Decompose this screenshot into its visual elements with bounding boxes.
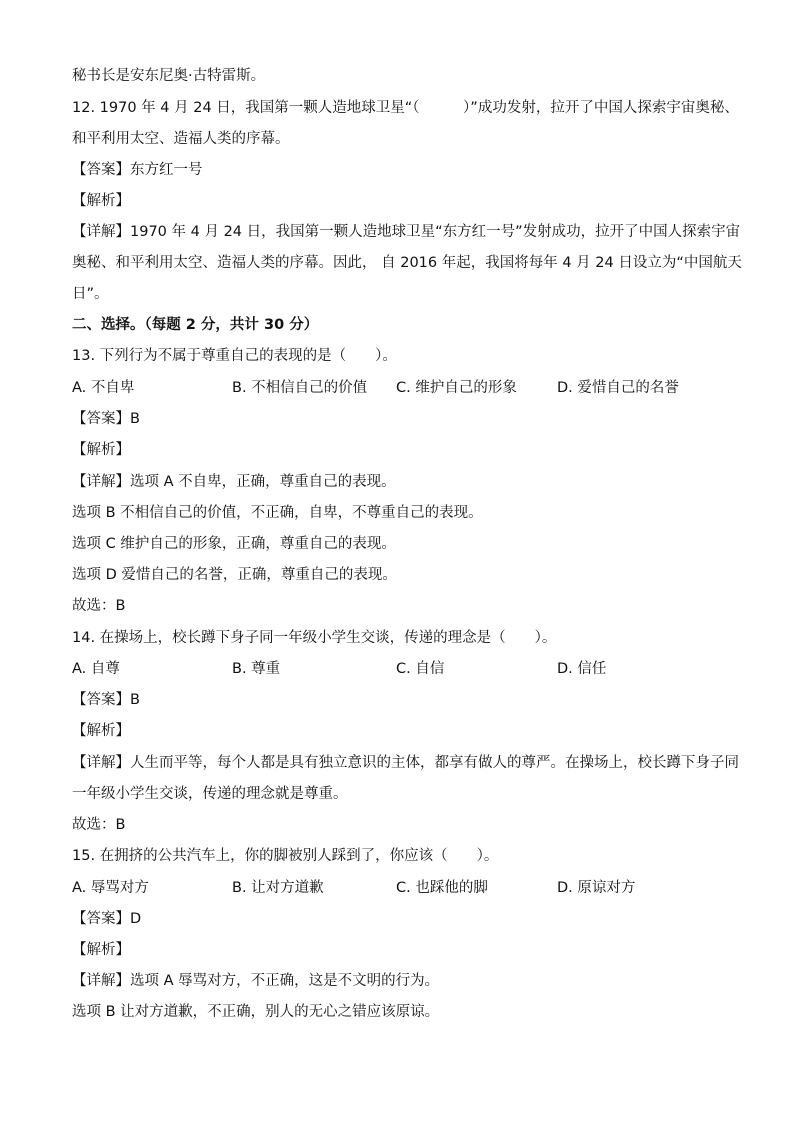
text-line: 日”。 [72, 286, 109, 302]
text-line: 奥秘、和平利用太空、造福人类的序幕。因此， 自 2016 年起，我国将每年 4 月 24 日设立为“中国航天 [72, 255, 742, 271]
option-d: D. 原谅对方 [557, 880, 636, 896]
question-14-line: 14. 在操场上，校长蹲下身子同一年级小学生交谈，传递的理念是（ ）。 [72, 630, 557, 646]
detail-line: 【详解】人生而平等，每个人都是具有独立意识的主体，都享有做人的尊严。在操场上，校长蹲下身子同 [72, 755, 739, 771]
option-b: B. 不相信自己的价值 [232, 380, 368, 396]
text-line: 和平利用太空、造福人类的序幕。 [72, 131, 290, 147]
text-line: 选项 B 让对方道歉，不正确，别人的无心之错应该原谅。 [72, 1004, 440, 1020]
answer-line: 【答案】D [72, 911, 142, 927]
option-c: C. 维护自己的形象 [396, 380, 517, 396]
option-b: B. 让对方道歉 [232, 880, 324, 896]
option-a: A. 不自卑 [72, 380, 135, 396]
answer-line: 【答案】东方红一号 [72, 162, 203, 178]
detail-line: 【详解】选项 A 辱骂对方，不正确，这是不文明的行为。 [72, 973, 440, 989]
text-line: 秘书长是安东尼奥·古特雷斯。 [72, 68, 266, 84]
analysis-label: 【解析】 [72, 723, 130, 739]
analysis-label: 【解析】 [72, 942, 130, 958]
choice-line: 故选：B [72, 817, 126, 833]
question-12-line: 12. 1970 年 4 月 24 日，我国第一颗人造地球卫星“（ ）”成功发射，拉开了中国人探索宇宙奥秘、 [72, 100, 739, 116]
text-line: 选项 B 不相信自己的价值，不正确，自卑，不尊重自己的表现。 [72, 505, 483, 521]
choice-line: 故选：B [72, 598, 126, 614]
detail-line: 【详解】选项 A 不自卑，正确，尊重自己的表现。 [72, 474, 396, 490]
section-heading: 二、选择。（每题 2 分，共计 30 分） [72, 317, 319, 333]
question-15-line: 15. 在拥挤的公共汽车上，你的脚被别人踩到了，你应该（ ）。 [72, 848, 499, 864]
question-13-line: 13. 下列行为不属于尊重自己的表现的是（ ）。 [72, 348, 397, 364]
text-line: 一年级小学生交谈，传递的理念就是尊重。 [72, 786, 348, 802]
option-c: C. 自信 [396, 661, 445, 677]
detail-line: 【详解】1970 年 4 月 24 日，我国第一颗人造地球卫星“东方红一号”发射成功，拉开了中国人探索宇宙 [72, 224, 741, 240]
text-line: 选项 C 维护自己的形象，正确，尊重自己的表现。 [72, 536, 396, 552]
answer-line: 【答案】B [72, 411, 140, 427]
answer-line: 【答案】B [72, 692, 140, 708]
option-d: D. 信任 [557, 661, 607, 677]
text-line: 选项 D 爱惜自己的名誉，正确，尊重自己的表现。 [72, 567, 397, 583]
option-a: A. 辱骂对方 [72, 880, 149, 896]
option-a: A. 自尊 [72, 661, 120, 677]
option-d: D. 爱惜自己的名誉 [557, 380, 679, 396]
option-c: C. 也踩他的脚 [396, 880, 488, 896]
option-b: B. 尊重 [232, 661, 281, 677]
analysis-label: 【解析】 [72, 442, 130, 458]
analysis-label: 【解析】 [72, 193, 130, 209]
